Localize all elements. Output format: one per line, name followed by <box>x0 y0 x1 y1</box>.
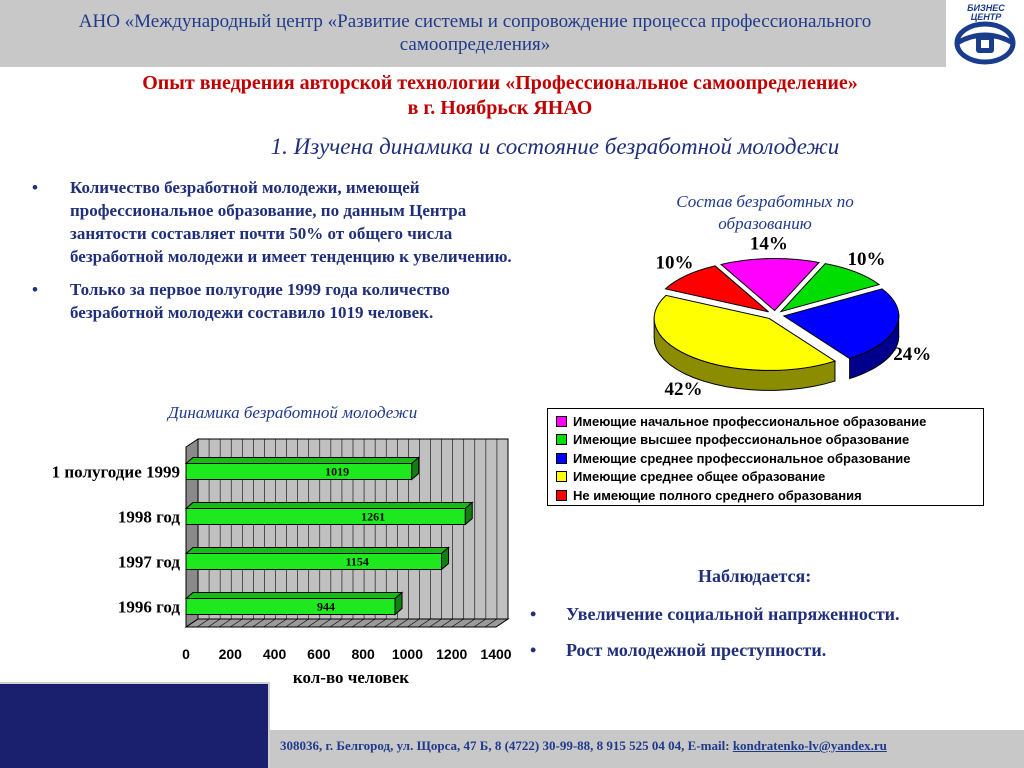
observed-item: • Увеличение социальной напряженности. <box>528 601 900 637</box>
bar-front <box>186 509 465 525</box>
legend-swatch <box>556 453 567 464</box>
legend-item <box>556 412 975 431</box>
bar <box>186 458 419 480</box>
header-title: АНО «Международный центр «Развитие системы и сопровождение процесса профессионального самоопределения» <box>78 11 872 55</box>
legend-label: Имеющие среднее общее образование <box>573 469 826 485</box>
bar-value-label: 1154 <box>345 554 369 569</box>
footer-contact <box>280 738 887 754</box>
logo-emblem-icon <box>954 22 1016 64</box>
legend-item <box>556 449 975 468</box>
x-tick-label: 800 <box>351 646 375 662</box>
legend-swatch <box>556 490 567 501</box>
legend-label: Имеющие высшее профессиональное образование <box>573 432 910 448</box>
x-tick-label: 600 <box>307 646 331 662</box>
x-axis-label: кол-во человек <box>292 668 410 687</box>
bar-top <box>186 548 449 554</box>
pie-slice-label: 24% <box>893 344 932 366</box>
presentation-subtitle: Опыт внедрения авторской технологии «Профессиональное самоопределение» в г. Ноябрьск ЯНАО <box>142 72 858 119</box>
legend-swatch <box>556 434 567 445</box>
bar-front <box>186 599 395 615</box>
x-tick-label: 200 <box>218 646 242 662</box>
bar-top <box>186 593 402 599</box>
x-tick-label: 400 <box>262 646 287 662</box>
logo <box>946 0 1024 67</box>
logo-text: БИЗНЕС ЦЕНТР <box>967 3 1005 22</box>
footer-email-link[interactable]: kondratenko-lv@yandex.ru <box>732 738 887 753</box>
bar-value-label: 1019 <box>325 464 350 479</box>
bar-category-label: 1996 год <box>117 597 180 617</box>
bar-top <box>186 503 472 509</box>
pie-slice-label: 42% <box>664 379 703 401</box>
header-bar <box>0 0 946 67</box>
bar <box>186 593 402 615</box>
legend-label: Не имеющие полного среднего образования <box>573 487 862 503</box>
legend-label: Имеющие начальное профессиональное образование <box>573 413 927 429</box>
pie-chart-title: Состав безработных по образованию <box>676 192 854 233</box>
legend-swatch <box>556 416 567 427</box>
bar-chart-title: Динамика безработной молодежи <box>168 403 418 422</box>
bar-front <box>186 554 442 570</box>
legend-item <box>556 486 975 505</box>
x-tick-label: 0 <box>182 646 190 662</box>
bullet-item: • Только за первое полугодие 1999 года количество безработной молодежи составило 1019 человек. <box>30 278 540 324</box>
bar-category-label: 1998 год <box>117 507 180 527</box>
observed-item: • Рост молодежной преступности. <box>528 637 900 673</box>
section-title: 1. Изучена динамика и состояние безработной молодежи <box>270 134 840 159</box>
x-tick-label: 1000 <box>391 646 424 662</box>
bar <box>186 503 472 525</box>
footer-decor-block <box>0 682 270 768</box>
bar-front <box>186 464 412 480</box>
bar-top <box>186 458 419 464</box>
legend-swatch <box>556 471 567 482</box>
bullet-item: • Количество безработной молодежи, имеющей профессиональное образование, по данным Центра занятости составляет почти 50% от общего числа безработной молодежи и имеет тенденцию к увеличению. <box>30 176 540 268</box>
bar <box>186 548 449 570</box>
bar-value-label: 944 <box>317 599 336 614</box>
observed-title: Наблюдается: <box>698 566 812 586</box>
legend-item <box>556 431 975 450</box>
pie-slice-label: 10% <box>847 248 886 270</box>
pie-chart <box>600 233 980 405</box>
footer-bar <box>270 730 1024 768</box>
bar-category-label: 1 полугодие 1999 <box>51 462 180 482</box>
observed-list <box>528 601 900 673</box>
footer-address: 308036, г. Белгород, ул. Щорса, 47 Б, 8 (4722) 30-99-88, 8 915 525 04 04, E-mail: <box>280 738 733 753</box>
pie-slice-label: 14% <box>749 233 788 255</box>
bar-chart <box>20 435 530 690</box>
pie-legend <box>547 408 984 506</box>
legend-item <box>556 468 975 487</box>
x-tick-label: 1400 <box>480 646 512 662</box>
legend-label: Имеющие среднее профессиональное образование <box>573 450 911 466</box>
bar-category-label: 1997 год <box>117 552 180 572</box>
pie-slice-label: 10% <box>655 252 694 274</box>
bullet-list <box>30 176 540 334</box>
bar-value-label: 1261 <box>361 509 386 524</box>
x-tick-label: 1200 <box>436 646 468 662</box>
